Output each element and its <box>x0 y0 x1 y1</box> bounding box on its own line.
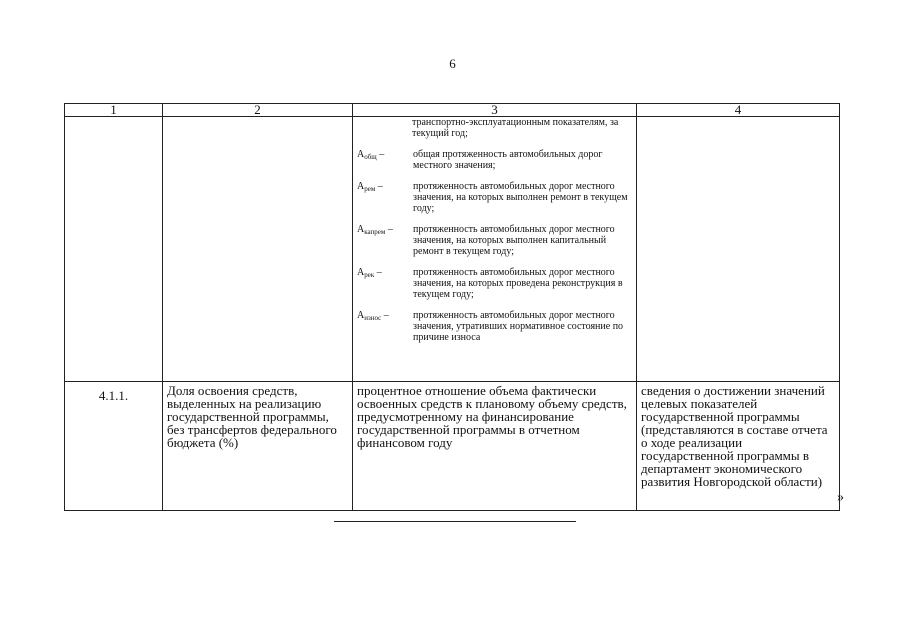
row-number: 4.1.1. <box>65 382 163 511</box>
definition-text: протяженность автомобильных дорог местного значения, на которых выполнен капитальный ремонт в текущем году; <box>413 224 615 257</box>
definition-symbol <box>357 149 413 171</box>
definition-symbol <box>357 310 413 343</box>
horizontal-rule <box>334 521 576 522</box>
empty-cell-2 <box>163 117 353 382</box>
closing-quote: » <box>837 490 844 505</box>
definition-symbol <box>357 181 413 214</box>
table-row-formula-continuation <box>65 117 840 382</box>
definition-item <box>357 181 634 214</box>
data-source: сведения о достижении значений целевых показателей государственной программы (представляются в составе отчета о ходе реализации государственной программы в департамент экономического развития Новгородской области) <box>637 382 840 511</box>
calculation-method: процентное отношение объема фактически освоенных средств к плановому объему средств, предусмотренному на финансирование государственной программы в отчетном финансовом году <box>353 382 637 511</box>
symbol-dash: – <box>385 224 393 235</box>
definition-item <box>357 224 634 257</box>
symbol-dash: – <box>376 149 385 160</box>
symbol-subscript: рем <box>364 185 376 193</box>
symbol-dash: – <box>375 181 383 192</box>
definition-text: протяженность автомобильных дорог местного значения, утративших нормативное состояние по причине износа <box>413 310 624 343</box>
empty-cell-4 <box>637 117 840 382</box>
symbol-base: А <box>357 224 365 235</box>
symbol-subscript: рек <box>364 271 375 279</box>
continuation-text: транспортно-эксплуатационным показателям, за текущий год; <box>412 117 619 139</box>
empty-cell-1 <box>65 117 163 382</box>
column-header-2: 2 <box>163 104 353 117</box>
column-header-4: 4 <box>637 104 840 117</box>
definition-text: протяженность автомобильных дорог местного значения, на которых выполнен ремонт в текущем году; <box>413 181 628 214</box>
column-header-3: 3 <box>353 104 637 117</box>
symbol-base: А <box>357 181 365 192</box>
symbol-base: А <box>357 310 365 321</box>
symbol-base: А <box>357 149 365 160</box>
table-header-row <box>65 104 840 117</box>
symbol-base: А <box>357 267 365 278</box>
definition-text: протяженность автомобильных дорог местного значения, на которых проведена реконструкция в текущем году; <box>413 267 623 300</box>
symbol-subscript: износ <box>364 314 382 322</box>
indicator-name: Доля освоения средств, выделенных на реализацию государственной программы, без трансфертов федерального бюджета (%) <box>163 382 353 511</box>
column-header-1: 1 <box>65 104 163 117</box>
table-row <box>65 382 840 511</box>
symbol-subscript: капрем <box>364 228 386 236</box>
definition-text: общая протяженность автомобильных дорог местного значения; <box>413 149 603 171</box>
definition-symbol <box>357 267 413 300</box>
symbol-dash: – <box>374 267 382 278</box>
symbol-dash: – <box>381 310 389 321</box>
page-number: 6 <box>449 56 456 71</box>
definition-item <box>357 310 634 343</box>
definition-symbol <box>357 224 413 257</box>
formula-definitions-cell <box>353 117 637 382</box>
definition-item <box>357 149 634 171</box>
symbol-subscript: общ <box>364 153 377 161</box>
definition-item <box>357 267 634 300</box>
indicators-table <box>64 103 840 511</box>
